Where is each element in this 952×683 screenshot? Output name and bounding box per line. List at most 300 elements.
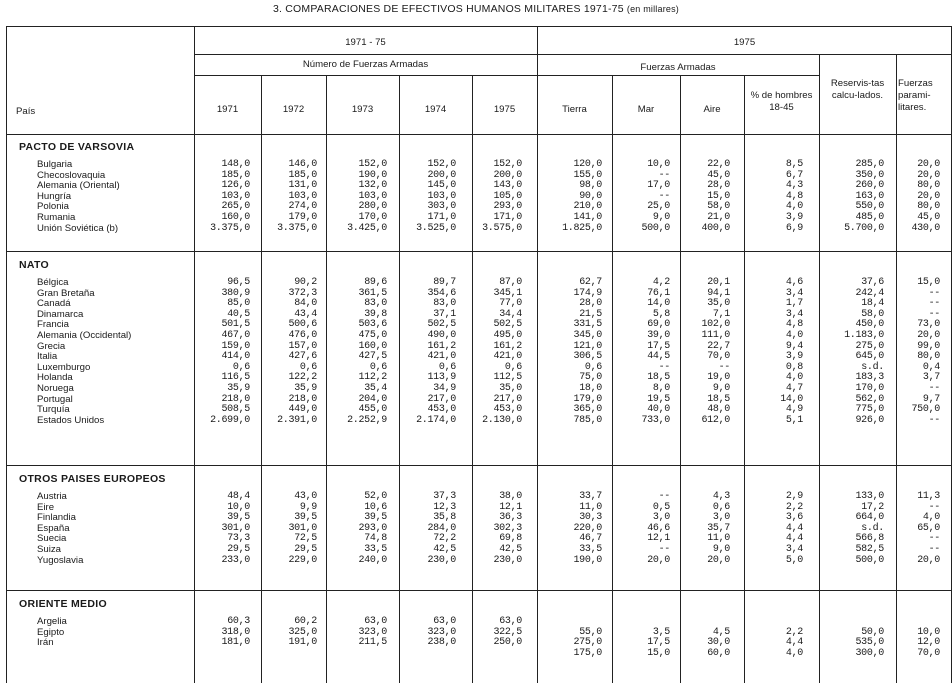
- table-cell: 63,0: [364, 616, 387, 627]
- table-cell: 77,0: [499, 298, 522, 310]
- table-cell: 17,5: [647, 637, 670, 649]
- table-cell: 157,0: [288, 340, 317, 352]
- table-cell: 35,9: [294, 383, 317, 394]
- country-name: Checoslovaquia: [37, 169, 106, 181]
- table-cell: 503,6: [358, 319, 387, 331]
- country-name: Estados Unidos: [37, 414, 105, 426]
- table-cell: 2.252,9: [347, 414, 387, 426]
- table-cell: 502,5: [493, 319, 522, 331]
- table-cell: 17,0: [647, 180, 670, 192]
- table-cell: 33,5: [579, 544, 602, 555]
- table-cell: 63,0: [433, 616, 456, 627]
- table-cell: 35,0: [499, 383, 522, 394]
- column-rule: [194, 26, 195, 683]
- header-rule: [194, 54, 952, 55]
- title-unit: (en millares): [626, 4, 679, 14]
- table-cell: 4,4: [785, 637, 803, 649]
- table-cell: 152,0: [427, 159, 456, 170]
- table-cell: 9,0: [652, 212, 670, 223]
- table-cell: 0,6: [584, 361, 602, 373]
- table-cell: 4,3: [785, 180, 803, 192]
- table-cell: 0,4: [922, 361, 940, 373]
- table-cell: 146,0: [288, 159, 317, 170]
- table-cell: 275,0: [855, 340, 884, 352]
- table-cell: 0,5: [652, 501, 670, 513]
- table-cell: 170,0: [358, 212, 387, 223]
- country-name: Gran Bretaña: [37, 287, 95, 299]
- country-name: Argelia: [37, 616, 67, 627]
- table-cell: 280,0: [358, 201, 387, 213]
- table-cell: 73,0: [917, 319, 940, 331]
- table-cell: 4,6: [785, 277, 803, 288]
- table-cell: 132,0: [358, 180, 387, 192]
- table-cell: 35,7: [707, 522, 730, 534]
- table-cell: 103,0: [221, 190, 250, 202]
- table-cell: 2,2: [785, 626, 803, 638]
- table-cell: 566,8: [855, 533, 884, 545]
- table-cell: 427,6: [288, 351, 317, 363]
- table-cell: 345,1: [493, 287, 522, 299]
- table-cell: 11,0: [579, 501, 602, 513]
- table-cell: 28,0: [707, 180, 730, 192]
- table-cell: 103,0: [288, 190, 317, 202]
- table-cell: 43,4: [294, 308, 317, 320]
- table-cell: 535,0: [855, 637, 884, 649]
- table-cell: 265,0: [221, 201, 250, 213]
- table-cell: 467,0: [221, 330, 250, 341]
- table-cell: 29,5: [294, 544, 317, 555]
- country-name: Alemania (Occidental): [37, 330, 132, 341]
- table-cell: 4,2: [652, 277, 670, 288]
- table-cell: 365,0: [573, 404, 602, 416]
- table-cell: 133,0: [855, 491, 884, 502]
- table-cell: 200,0: [427, 169, 456, 181]
- column-rule: [819, 54, 820, 683]
- country-name: Bulgaria: [37, 159, 73, 170]
- table-cell: 9,0: [712, 544, 730, 555]
- table-cell: 131,0: [288, 180, 317, 192]
- table-cell: 9,9: [299, 501, 317, 513]
- table-cell: 113,9: [427, 372, 456, 384]
- table-cell: 3,4: [785, 544, 803, 555]
- table-cell: 242,4: [855, 287, 884, 299]
- country-name: Hungría: [37, 190, 72, 202]
- table-cell: 9,7: [922, 393, 940, 405]
- table-cell: 3,5: [652, 626, 670, 638]
- table-cell: 430,0: [911, 222, 940, 234]
- table-cell: 361,5: [358, 287, 387, 299]
- table-cell: 495,0: [493, 330, 522, 341]
- table-cell: 10,0: [917, 626, 940, 638]
- table-cell: 10,0: [227, 501, 250, 513]
- table-cell: 3,9: [785, 212, 803, 223]
- table-cell: 21,0: [707, 212, 730, 223]
- table-cell: 99,0: [917, 340, 940, 352]
- header-branch-tierra: Tierra: [562, 104, 587, 115]
- table-cell: 318,0: [221, 626, 250, 638]
- table-cell: 43,0: [294, 491, 317, 502]
- table-cell: 18,5: [707, 393, 730, 405]
- column-rule: [680, 75, 681, 683]
- table-cell: 3,4: [785, 287, 803, 299]
- header-year-1971: 1971: [216, 104, 239, 115]
- table-cell: 74,8: [364, 533, 387, 545]
- table-cell: 30,3: [579, 512, 602, 524]
- table-cell: 500,0: [855, 554, 884, 566]
- table-cell: 15,0: [647, 647, 670, 659]
- table-cell: 217,0: [493, 393, 522, 405]
- table-cell: 1.825,0: [562, 222, 602, 234]
- header-branch-aire: Aire: [703, 104, 721, 115]
- table-cell: 35,8: [433, 512, 456, 524]
- table-cell: 179,0: [573, 393, 602, 405]
- section-title: PACTO DE VARSOVIA: [19, 141, 135, 153]
- table-cell: 733,0: [641, 414, 670, 426]
- country-name: Bélgica: [37, 277, 69, 288]
- data-table: [6, 24, 952, 683]
- table-cell: 35,4: [364, 383, 387, 394]
- table-cell: 3.375,0: [210, 222, 250, 234]
- column-rule: [326, 75, 327, 683]
- table-cell: 3.525,0: [416, 222, 456, 234]
- country-name: Portugal: [37, 393, 73, 405]
- table-cell: 181,0: [221, 637, 250, 649]
- table-cell: 3.375,0: [277, 222, 317, 234]
- country-name: Turquía: [37, 404, 70, 416]
- header-country: País: [16, 106, 36, 117]
- table-cell: 450,0: [855, 319, 884, 331]
- country-name: Alemania (Oriental): [37, 180, 120, 192]
- table-cell: 500,0: [641, 222, 670, 234]
- table-cell: --: [928, 544, 940, 555]
- country-name: Polonia: [37, 201, 70, 213]
- table-cell: 476,0: [288, 330, 317, 341]
- country-name: Unión Soviética (b): [37, 222, 119, 234]
- table-cell: 170,0: [855, 383, 884, 394]
- table-cell: --: [658, 169, 670, 181]
- table-cell: 372,3: [288, 287, 317, 299]
- table-cell: 34,4: [499, 308, 522, 320]
- table-cell: 475,0: [358, 330, 387, 341]
- table-cell: 0,6: [299, 361, 317, 373]
- header-year-1973: 1973: [351, 104, 374, 115]
- table-cell: 103,0: [427, 190, 456, 202]
- table-cell: 0,6: [369, 361, 387, 373]
- table-cell: 141,0: [573, 212, 602, 223]
- table-cell: 204,0: [358, 393, 387, 405]
- table-cell: 152,0: [493, 159, 522, 170]
- country-name: Francia: [37, 319, 69, 331]
- header-year-1974: 1974: [424, 104, 447, 115]
- table-cell: 2.391,0: [277, 414, 317, 426]
- table-cell: 152,0: [358, 159, 387, 170]
- table-cell: 159,0: [221, 340, 250, 352]
- table-cell: 126,0: [221, 180, 250, 192]
- table-cell: 19,0: [707, 372, 730, 384]
- table-cell: --: [928, 308, 940, 320]
- table-cell: 11,0: [707, 533, 730, 545]
- table-cell: 40,5: [227, 308, 250, 320]
- table-cell: 1,7: [785, 298, 803, 310]
- country-name: Austria: [37, 491, 67, 502]
- table-cell: 11,3: [917, 491, 940, 502]
- table-cell: 5.700,0: [844, 222, 884, 234]
- table-cell: 174,9: [573, 287, 602, 299]
- table-cell: --: [658, 491, 670, 502]
- country-name: Grecia: [37, 340, 66, 352]
- table-cell: 455,0: [358, 404, 387, 416]
- country-name: Eire: [37, 501, 55, 513]
- table-cell: 70,0: [707, 351, 730, 363]
- table-left-rule: [6, 26, 7, 683]
- table-cell: 453,0: [427, 404, 456, 416]
- table-cell: 179,0: [288, 212, 317, 223]
- table-cell: 449,0: [288, 404, 317, 416]
- table-cell: 65,0: [917, 522, 940, 534]
- table-cell: 185,0: [221, 169, 250, 181]
- table-cell: 331,5: [573, 319, 602, 331]
- table-cell: 4,5: [712, 626, 730, 638]
- table-cell: 15,0: [707, 190, 730, 202]
- table-cell: 233,0: [221, 554, 250, 566]
- table-cell: 562,0: [855, 393, 884, 405]
- table-cell: 2.174,0: [416, 414, 456, 426]
- table-cell: 275,0: [573, 637, 602, 649]
- table-cell: 210,0: [573, 201, 602, 213]
- table-cell: 35,0: [707, 298, 730, 310]
- table-cell: 37,6: [861, 277, 884, 288]
- table-cell: 306,5: [573, 351, 602, 363]
- table-cell: 3.425,0: [347, 222, 387, 234]
- table-cell: 4,3: [712, 491, 730, 502]
- table-cell: 75,0: [579, 372, 602, 384]
- table-cell: 72,5: [294, 533, 317, 545]
- table-cell: 508,5: [221, 404, 250, 416]
- table-cell: 161,2: [493, 340, 522, 352]
- table-cell: 60,0: [707, 647, 730, 659]
- column-rule: [399, 75, 400, 683]
- table-cell: 45,0: [917, 212, 940, 223]
- table-cell: 582,5: [855, 544, 884, 555]
- section-title: NATO: [19, 259, 49, 271]
- table-cell: 63,0: [499, 616, 522, 627]
- table-cell: 4,0: [785, 647, 803, 659]
- country-name: Finlandia: [37, 512, 76, 524]
- column-rule: [472, 75, 473, 683]
- table-cell: 18,5: [647, 372, 670, 384]
- table-cell: 20,0: [707, 554, 730, 566]
- table-cell: 12,1: [647, 533, 670, 545]
- table-cell: 69,0: [647, 319, 670, 331]
- table-cell: 6,9: [785, 222, 803, 234]
- column-rule: [896, 54, 897, 683]
- table-cell: 96,5: [227, 277, 250, 288]
- table-cell: 12,0: [917, 637, 940, 649]
- table-cell: 183,3: [855, 372, 884, 384]
- table-cell: 20,0: [917, 330, 940, 341]
- table-cell: 421,0: [493, 351, 522, 363]
- table-cell: 18,0: [579, 383, 602, 394]
- table-cell: 5,1: [785, 414, 803, 426]
- table-cell: 90,0: [579, 190, 602, 202]
- header-group-1971-75: 1971 - 75: [345, 37, 386, 48]
- table-cell: 502,5: [427, 319, 456, 331]
- table-cell: 112,2: [358, 372, 387, 384]
- table-cell: 3,4: [785, 308, 803, 320]
- table-cell: 155,0: [573, 169, 602, 181]
- table-cell: 39,8: [364, 308, 387, 320]
- table-cell: 926,0: [855, 414, 884, 426]
- table-cell: 4,0: [922, 512, 940, 524]
- header-year-1975: 1975: [493, 104, 516, 115]
- table-cell: 116,5: [221, 372, 250, 384]
- table-cell: 1.183,0: [844, 330, 884, 341]
- header-group-1975: 1975: [733, 37, 756, 48]
- table-cell: 25,0: [647, 201, 670, 213]
- country-name: Dinamarca: [37, 308, 84, 320]
- table-cell: 52,0: [364, 491, 387, 502]
- table-cell: 87,0: [499, 277, 522, 288]
- table-cell: 2,2: [785, 501, 803, 513]
- country-name: Suiza: [37, 544, 61, 555]
- table-cell: 0,6: [712, 501, 730, 513]
- table-cell: 380,9: [221, 287, 250, 299]
- table-cell: 427,5: [358, 351, 387, 363]
- table-cell: 301,0: [221, 522, 250, 534]
- table-cell: 10,0: [647, 159, 670, 170]
- table-cell: 48,4: [227, 491, 250, 502]
- table-cell: 39,5: [294, 512, 317, 524]
- table-cell: 76,1: [647, 287, 670, 299]
- table-cell: 302,3: [493, 522, 522, 534]
- table-cell: 29,5: [227, 544, 250, 555]
- table-cell: 90,2: [294, 277, 317, 288]
- table-cell: 3,0: [712, 512, 730, 524]
- table-cell: 58,0: [861, 308, 884, 320]
- table-cell: 229,0: [288, 554, 317, 566]
- table-cell: 211,5: [358, 637, 387, 649]
- table-cell: 20,0: [647, 554, 670, 566]
- table-cell: 36,3: [499, 512, 522, 524]
- table-cell: 42,5: [499, 544, 522, 555]
- table-cell: 293,0: [493, 201, 522, 213]
- column-rule: [612, 75, 613, 683]
- table-cell: 501,5: [221, 319, 250, 331]
- table-cell: 19,5: [647, 393, 670, 405]
- column-rule: [537, 26, 538, 683]
- section-title: OTROS PAISES EUROPEOS: [19, 473, 166, 485]
- column-rule: [261, 75, 262, 683]
- table-cell: 85,0: [227, 298, 250, 310]
- table-cell: 190,0: [573, 554, 602, 566]
- table-cell: --: [928, 414, 940, 426]
- country-name: Yugoslavia: [37, 554, 84, 566]
- section-rule: [6, 465, 952, 466]
- table-cell: 148,0: [221, 159, 250, 170]
- table-cell: 664,0: [855, 512, 884, 524]
- table-cell: 122,2: [288, 372, 317, 384]
- header-pct-men: % de hombres 18-45: [750, 90, 813, 113]
- column-rule: [744, 75, 745, 683]
- table-title: [0, 3, 952, 15]
- header-paramilitary: Fuerzas parami-litares.: [898, 78, 933, 113]
- table-cell: 20,1: [707, 277, 730, 288]
- table-cell: 303,0: [427, 201, 456, 213]
- header-bottom-rule: [6, 134, 952, 135]
- table-top-rule: [6, 26, 952, 27]
- table-cell: 143,0: [493, 180, 522, 192]
- section-rule: [6, 590, 952, 591]
- table-cell: 83,0: [433, 298, 456, 310]
- country-name: Rumania: [37, 212, 76, 223]
- table-cell: 350,0: [855, 169, 884, 181]
- table-cell: 14,0: [780, 393, 803, 405]
- table-cell: 17,5: [647, 340, 670, 352]
- table-cell: s.d.: [861, 361, 884, 373]
- table-cell: 80,0: [917, 180, 940, 192]
- table-cell: 4,7: [785, 383, 803, 394]
- table-cell: 21,5: [579, 308, 602, 320]
- header-branch-mar: Mar: [637, 104, 655, 115]
- country-name: Canadá: [37, 298, 71, 310]
- table-cell: s.d.: [861, 522, 884, 534]
- table-cell: 20,0: [917, 159, 940, 170]
- table-cell: --: [928, 287, 940, 299]
- table-cell: 220,0: [573, 522, 602, 534]
- table-cell: 46,7: [579, 533, 602, 545]
- table-cell: 9,0: [712, 383, 730, 394]
- table-cell: --: [718, 361, 730, 373]
- table-cell: 453,0: [493, 404, 522, 416]
- table-cell: 4,0: [785, 330, 803, 341]
- table-cell: 45,0: [707, 169, 730, 181]
- table-cell: 163,0: [855, 190, 884, 202]
- table-cell: 39,5: [364, 512, 387, 524]
- table-cell: 20,0: [917, 169, 940, 181]
- table-cell: 14,0: [647, 298, 670, 310]
- section-rule: [6, 251, 952, 252]
- table-cell: 322,5: [493, 626, 522, 638]
- table-cell: 20,0: [917, 554, 940, 566]
- table-cell: 260,0: [855, 180, 884, 192]
- table-cell: 5,8: [652, 308, 670, 320]
- table-cell: 4,9: [785, 404, 803, 416]
- table-cell: 8,5: [785, 159, 803, 170]
- table-cell: 69,8: [499, 533, 522, 545]
- country-name: Italia: [37, 351, 58, 363]
- table-cell: 33,7: [579, 491, 602, 502]
- table-cell: 0,6: [504, 361, 522, 373]
- table-cell: 70,0: [917, 647, 940, 659]
- table-cell: 12,1: [499, 501, 522, 513]
- table-cell: 44,5: [647, 351, 670, 363]
- table-cell: 250,0: [493, 637, 522, 649]
- table-cell: 22,0: [707, 159, 730, 170]
- table-cell: 111,0: [701, 330, 730, 341]
- table-cell: 12,3: [433, 501, 456, 513]
- table-cell: 98,0: [579, 180, 602, 192]
- table-cell: 284,0: [427, 522, 456, 534]
- table-cell: 200,0: [493, 169, 522, 181]
- table-cell: 83,0: [364, 298, 387, 310]
- table-cell: 30,0: [707, 637, 730, 649]
- table-cell: 160,0: [221, 212, 250, 223]
- table-cell: 7,1: [712, 308, 730, 320]
- table-cell: 240,0: [358, 554, 387, 566]
- table-cell: 5,0: [785, 554, 803, 566]
- table-cell: 35,9: [227, 383, 250, 394]
- table-cell: 84,0: [294, 298, 317, 310]
